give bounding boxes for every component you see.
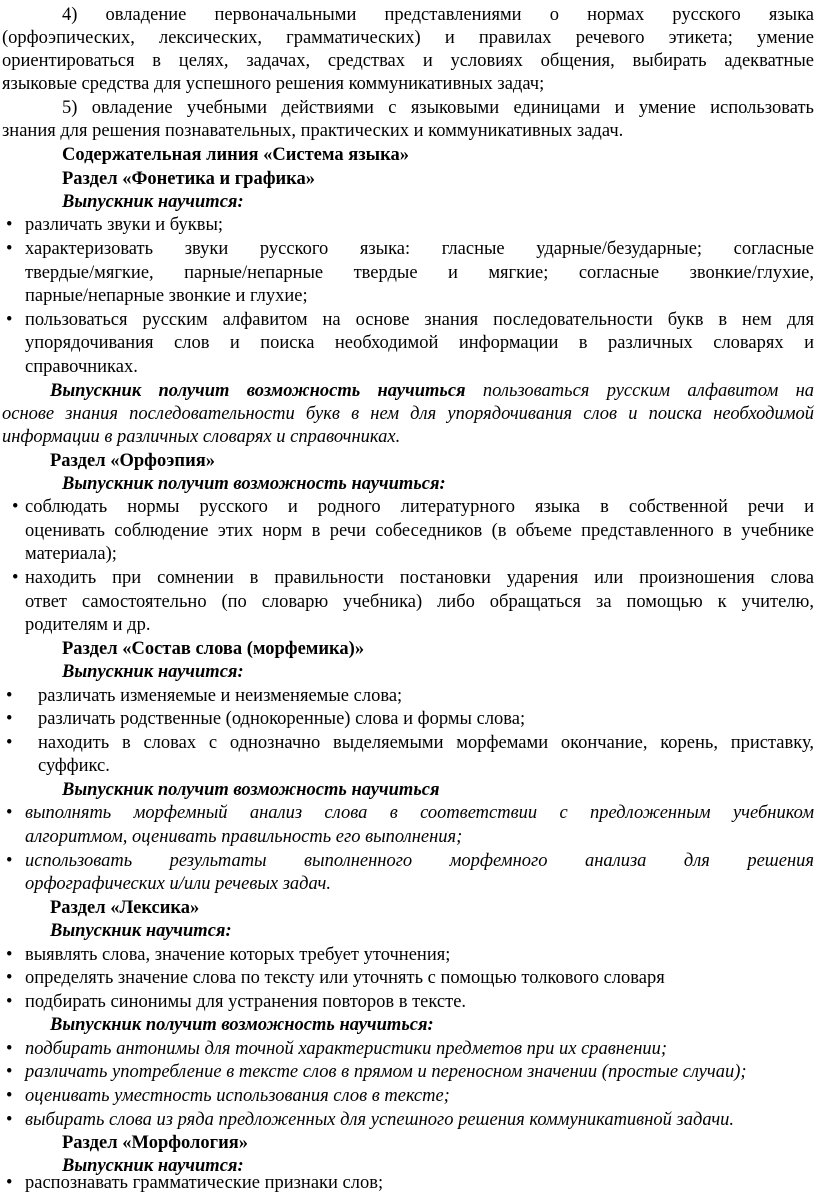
heading-morphemics: Раздел «Состав слова (морфемика)» — [62, 639, 365, 659]
list-item-continuation: справочниках. — [25, 357, 138, 377]
opportunity-heading: Выпускник получит возможность научиться — [62, 780, 440, 800]
opportunity-heading: Выпускник получит возможность научиться: — [50, 1015, 434, 1035]
list-item: различать родственные (однокоренные) слова и формы слова; — [38, 709, 526, 729]
paragraph-5-line-1: 5) овладение учебными действиями с языковыми единицами и умение использовать — [62, 98, 814, 118]
opportunity-text: пользоваться русским алфавитом на — [482, 381, 815, 401]
paragraph-4-line-1: 4) овладение первоначальными представлениями о нормах русского языка — [62, 5, 814, 25]
list-item: находить в словах с однозначно выделяемыми морфемами окончание, корень, приставку, — [38, 733, 814, 753]
heading-phonetics: Раздел «Фонетика и графика» — [62, 169, 316, 189]
bullet-icon: • — [6, 686, 13, 706]
bullet-icon: • — [6, 945, 13, 965]
list-item-continuation: ответ самостоятельно (по словарю учебника) либо обращаться за помощью к учителю, — [25, 592, 814, 612]
paragraph-5-line-2: знания для решения познавательных, практических и коммуникативных задач. — [2, 121, 624, 141]
bullet-icon: • — [6, 310, 13, 330]
opportunity-lead: Выпускник получит возможность научиться — [50, 381, 466, 401]
list-item: соблюдать нормы русского и родного литературного языка в собственной речи и — [25, 497, 814, 517]
list-item: выявлять слова, значение которых требует уточнения; — [25, 945, 451, 965]
list-item-continuation: родителям и др. — [25, 615, 151, 635]
heading-orthoepy: Раздел «Орфоэпия» — [50, 451, 216, 471]
list-item: пользоваться русским алфавитом на основе знания последовательности букв в нем для — [25, 310, 814, 330]
bullet-icon: • — [6, 1062, 13, 1082]
bullet-icon: • — [6, 1086, 13, 1106]
list-item: определять значение слова по тексту или уточнять с помощью толкового словаря — [25, 968, 665, 988]
list-item: находить при сомнении в правильности постановки ударения или произношения слова — [25, 568, 814, 588]
list-item-continuation: материала); — [25, 544, 117, 564]
bullet-icon: • — [12, 568, 19, 588]
list-item-continuation: упорядочивания слов и поиска необходимой информации в различных словарях и — [25, 333, 814, 353]
opportunity-paragraph-line-1 — [50, 380, 814, 404]
paragraph-4-line-2: (орфоэпических, лексических, грамматических) и правилах речевого этикета; умение — [2, 28, 814, 48]
paragraph-4-line-3: ориентироваться в целях, задачах, средствах и условиях общения, выбирать адекватные — [2, 51, 814, 71]
opportunity-heading: Выпускник получит возможность научиться: — [62, 474, 446, 494]
bullet-icon: • — [6, 1110, 13, 1130]
list-item: выполнять морфемный анализ слова в соответствии с предложенным учебником — [25, 803, 814, 823]
paragraph-4-line-4: языковые средства для успешного решения коммуникативных задач; — [2, 74, 545, 94]
list-item-continuation: орфографических и/или речевых задач. — [25, 874, 331, 894]
learns-heading: Выпускник научится: — [62, 662, 244, 682]
list-item: различать звуки и буквы; — [25, 215, 224, 235]
bullet-icon: • — [6, 968, 13, 988]
list-item: подбирать антонимы для точной характеристики предметов при их сравнении; — [25, 1039, 668, 1059]
list-item-continuation: парные/непарные звонкие и глухие; — [25, 286, 308, 306]
bullet-icon: • — [6, 709, 13, 729]
list-item: использовать результаты выполненного морфемного анализа для решения — [25, 851, 814, 871]
list-item: подбирать синонимы для устранения повторов в тексте. — [25, 992, 467, 1012]
bullet-icon: • — [6, 1173, 13, 1193]
bullet-icon: • — [6, 215, 13, 235]
learns-heading: Выпускник научится: — [62, 192, 244, 212]
list-item: распознавать грамматические признаки слов; — [25, 1173, 384, 1193]
bullet-icon: • — [6, 851, 13, 871]
list-item-continuation: суффикс. — [38, 756, 110, 776]
list-item-continuation: алгоритмом, оценивать правильность его выполнения; — [25, 827, 463, 847]
learns-heading: Выпускник научится: — [50, 921, 232, 941]
heading-lexis: Раздел «Лексика» — [50, 898, 200, 918]
heading-morphology: Раздел «Морфология» — [62, 1133, 248, 1153]
opportunity-paragraph-line-3: информации в различных словарях и справочниках. — [2, 427, 401, 447]
opportunity-paragraph-line-2: основе знания последовательности букв в нем для упорядочивания слов и поиска необходимой — [2, 404, 814, 424]
list-item: выбирать слова из ряда предложенных для успешного решения коммуникативной задачи. — [25, 1110, 735, 1130]
bullet-icon: • — [6, 803, 13, 823]
learns-heading: Выпускник научится: — [62, 1156, 244, 1176]
list-item-continuation: твердые/мягкие, парные/непарные твердые и мягкие; согласные звонкие/глухие, — [25, 263, 814, 283]
list-item: различать употребление в тексте слов в прямом и переносном значении (простые случаи); — [25, 1062, 747, 1082]
bullet-icon: • — [6, 733, 13, 753]
heading-content-line: Содержательная линия «Система языка» — [62, 145, 410, 165]
list-item: оценивать уместность использования слов в тексте; — [25, 1086, 450, 1106]
list-item: различать изменяемые и неизменяемые слова; — [38, 686, 403, 706]
bullet-icon: • — [6, 992, 13, 1012]
bullet-icon: • — [12, 497, 19, 517]
bullet-icon: • — [6, 1039, 13, 1059]
list-item-continuation: оценивать соблюдение этих норм в речи собеседников (в объеме представленного в учебнике — [25, 521, 814, 541]
bullet-icon: • — [6, 239, 13, 259]
list-item: характеризовать звуки русского языка: гласные ударные/безударные; согласные — [25, 239, 814, 259]
